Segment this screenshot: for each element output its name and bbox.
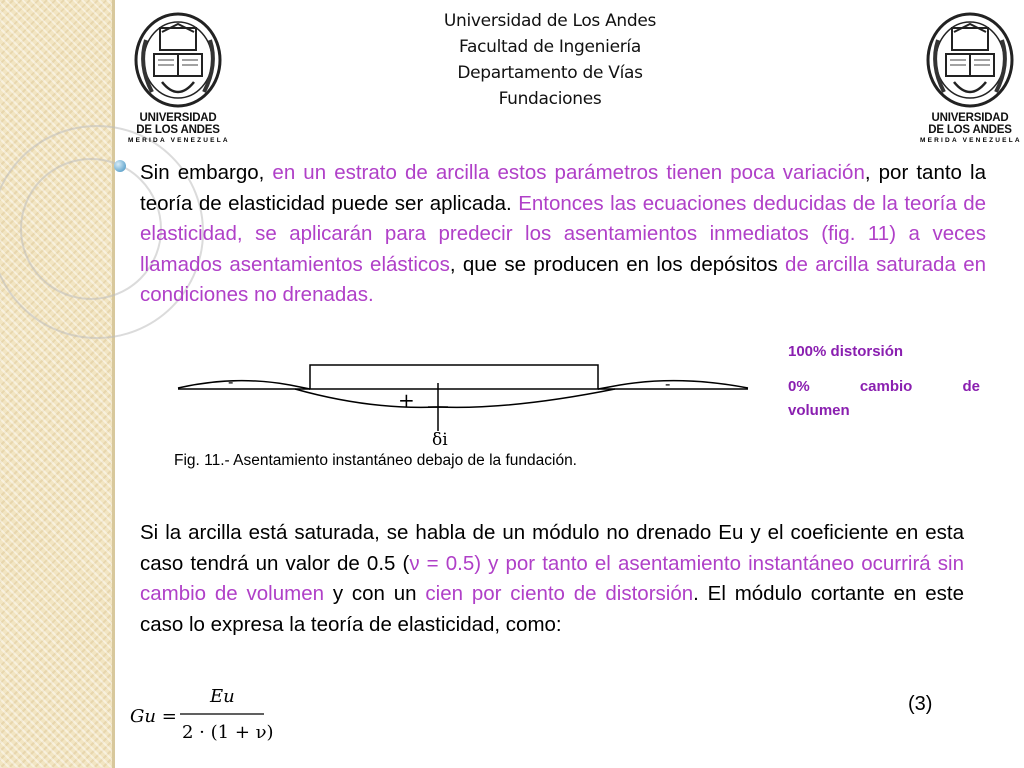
note-distortion: 100% distorsión [788,343,904,360]
note-volume: volumen [788,402,850,419]
settlement-diagram [170,355,755,450]
logo-city: MERIDA VENEZUELA [920,137,1022,144]
formula-denominator: 2 · (1 + ν) [182,722,274,743]
p2-highlight-2: cien por ciento de distorsión [425,582,694,605]
p2-text-1: Si la arcilla está saturada, se habla de un módulo no drenado Eu y el coeficiente en esta caso tendrá un valor de 0.5 ( [140,521,964,575]
bullet-icon [114,160,126,172]
header-faculty: Facultad de Ingeniería [459,37,641,57]
p2-text-2: y con un [324,582,426,605]
decorative-sidebar [0,0,112,768]
logo-name-line1: UNIVERSIDAD [931,112,1009,124]
university-seal-icon [920,10,1020,112]
header-department: Departamento de Vías [457,63,643,83]
foundation-rect [310,365,598,389]
university-logo-left [128,10,228,150]
formula-lhs: Gu = [130,706,177,727]
p1-text-1: Sin embargo, [140,161,265,184]
p2-text-3: . El módulo cortante en este caso lo expresa la teoría de elasticidad, como: [140,582,965,636]
university-logo-right [920,10,1020,150]
header-university: Universidad de Los Andes [443,11,657,31]
p1-highlight-2: Entonces las ecuaciones deducidas de la teoría de elasticidad, se aplicarán para predecir los asentamientos inmediatos (fig. 11) a veces llamados asentamientos elásticos [140,191,986,276]
logo-name-line2: DE LOS ANDES [928,124,1012,136]
settlement-curve [295,389,615,407]
figure-caption: Fig. 11.- Asentamiento instantáneo debajo de la fundación. [174,452,577,469]
university-seal-icon [128,10,228,112]
note-volume-change [788,378,980,395]
formula-numerator: Eu [210,686,235,707]
p1-text-2: , por tanto la teoría de elasticidad puede ser aplicada. [140,161,986,215]
label-minus-left: - [228,372,234,391]
logo-city: MERIDA VENEZUELA [128,137,230,144]
logo-name-line1: UNIVERSIDAD [139,112,217,124]
p2-highlight-1: ν = 0.5) y por tanto el asentamiento instantáneo ocurrirá sin cambio de volumen [140,551,964,605]
note-word-percent: 0% [788,378,810,395]
p1-highlight-1: en un estrato de arcilla estos parámetros tienen poca variación [264,161,865,184]
document-header [350,8,750,112]
p1-highlight-3: de arcilla saturada en condiciones no drenadas. [140,252,987,306]
paragraph-1 [140,158,986,311]
paragraph-2 [140,518,964,640]
label-delta: δi [432,430,448,450]
note-word-cambio: cambio [859,378,913,395]
equation-number: (3) [908,693,933,715]
ground-surface-right [598,381,748,389]
logo-name-line2: DE LOS ANDES [136,124,220,136]
sidebar-edge [112,0,115,768]
ground-surface-left [178,381,310,389]
label-minus-right: - [665,374,671,393]
note-word-de: de [962,378,980,395]
shear-modulus-formula [128,680,288,750]
label-plus: + [398,388,415,412]
p1-text-3: , que se producen en los depósitos [449,252,786,276]
header-course: Fundaciones [498,89,602,109]
